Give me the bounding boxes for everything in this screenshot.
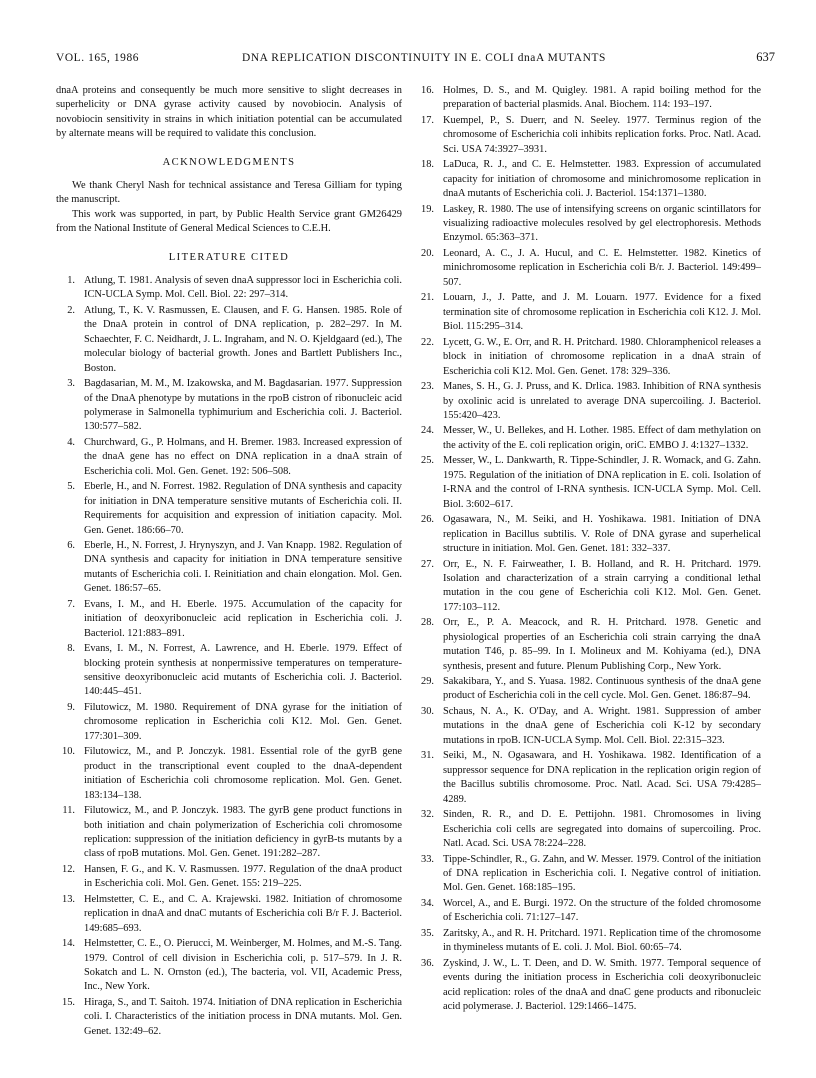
reference-text: Filutowicz, M., and P. Jonczyk. 1981. Essential role of the gyrB gene product in the transcriptional event coupled to the dnaA-dependent initiation of Escherichia coli chromosome replication. Mol. Gen. Genet. 183:134–138. <box>84 746 402 801</box>
reference-number: 26. <box>421 514 434 526</box>
reference-item <box>56 436 402 479</box>
reference-number: 22. <box>421 336 434 348</box>
reference-item <box>415 957 761 1015</box>
reference-text: Orr, E., P. A. Meacock, and R. H. Pritchard. 1978. Genetic and physiological properties of an Escherichia coli strain carrying the dnaA mutation T46, p. 85–99. In I. Molineux and M. Kohiyama (ed.), DNA synthesis, present and future. Plenum Publishing Corp., New York. <box>443 617 761 672</box>
reference-text: Sinden, R. R., and D. E. Pettijohn. 1981. Chromosomes in living Escherichia coli cells are segregated into domains of supercoiling. Proc. Natl. Acad. Sci. USA 78:224–228. <box>443 809 761 849</box>
reference-item <box>415 114 761 157</box>
reference-text: Worcel, A., and E. Burgi. 1972. On the structure of the folded chromosome of Escherichia coli. 71:127–147. <box>443 897 761 924</box>
reference-number: 28. <box>421 617 434 629</box>
reference-number: 4. <box>67 436 75 448</box>
left-column <box>56 84 402 1040</box>
reference-text: Seiki, M., N. Ogasawara, and H. Yoshikawa. 1982. Identification of a suppressor sequence for DNA replication in the replication origin region of the Bacillus subtilis chromosome. Proc. Natl. Acad. Sci. USA 79:4285–4289. <box>443 750 761 805</box>
reference-number: 27. <box>421 558 434 570</box>
reference-text: Evans, I. M., N. Forrest, A. Lawrence, and H. Eberle. 1979. Effect of blocking protein synthesis at nonpermissive temperatures on temperature-sensitive deoxyribonucleic acid mutants of Escherichia coli. J. Bacteriol. 140:445–451. <box>84 643 402 698</box>
reference-number: 29. <box>421 676 434 688</box>
reference-item <box>56 480 402 538</box>
reference-item <box>56 539 402 597</box>
reference-number: 24. <box>421 425 434 437</box>
reference-number: 33. <box>421 853 434 865</box>
reference-text: Hansen, F. G., and K. V. Rasmussen. 1977. Regulation of the dnaA product in Escherichia coli. Mol. Gen. Genet. 155: 219–225. <box>84 863 402 890</box>
reference-item <box>415 616 761 674</box>
reference-number: 30. <box>421 706 434 718</box>
reference-item <box>56 274 402 303</box>
acknowledgments-paragraph: We thank Cheryl Nash for technical assistance and Teresa Gilliam for typing the manuscript. <box>56 180 402 206</box>
reference-text: Sakakibara, Y., and S. Yuasa. 1982. Continuous synthesis of the dnaA gene product of Escherichia coli in the cell cycle. Mol. Gen. Genet. 186:87–94. <box>443 676 761 702</box>
reference-item <box>56 893 402 936</box>
reference-number: 31. <box>421 750 434 762</box>
reference-text: Louarn, J., J. Patte, and J. M. Louarn. 1977. Evidence for a fixed termination site of chromosome replication in Escherichia coli K12. J. Mol. Biol. 115:295–314. <box>443 292 761 333</box>
page-number: 637 <box>756 50 775 64</box>
journal-volume: VOL. 165, 1986 <box>56 52 140 64</box>
reference-item <box>415 897 761 926</box>
funding-paragraph: This work was supported, in part, by Public Health Service grant GM26429 from the National Institute of General Medical Sciences to C.E.H. <box>56 208 402 235</box>
reference-text: Eberle, H., N. Forrest, J. Hrynyszyn, and J. Van Knapp. 1982. Regulation of DNA synthesis and capacity for initiation in DNA temperature sensitive mutants of Escherichia coli. I. Reinitiation and chain elongation. Mol. Gen. Genet. 186:57–65. <box>84 540 402 595</box>
running-title: DNA REPLICATION DISCONTINUITY IN E. COLI dnaA MUTANTS <box>242 52 606 64</box>
reference-item <box>56 745 402 803</box>
reference-text: Atlung, T. 1981. Analysis of seven dnaA suppressor loci in Escherichia coli. ICN-UCLA Symp. Mol. Cell. Biol. 22: 297–314. <box>84 275 402 301</box>
reference-text: LaDuca, R. J., and C. E. Helmstetter. 1983. Expression of accumulated capacity for initiation of chromosome and minichromosome replication in dnaA mutants of Escherichia coli. J. Bacteriol. 154:1371–1380. <box>443 159 761 200</box>
reference-number: 17. <box>421 114 434 126</box>
reference-text: Zaritsky, A., and R. H. Pritchard. 1971. Replication time of the chromosome in thymineless mutants of E. coli. J. Mol. Biol. 60:65–74. <box>443 927 761 954</box>
reference-number: 11. <box>62 805 75 817</box>
reference-number: 32. <box>421 809 434 821</box>
reference-text: Filutowicz, M. 1980. Requirement of DNA gyrase for the initiation of chromosome replication in Escherichia coli K12. Mol. Gen. Genet. 177:301–309. <box>84 701 402 742</box>
reference-item <box>415 158 761 201</box>
reference-number: 34. <box>421 897 434 909</box>
reference-number: 14. <box>62 938 75 950</box>
reference-text: Lycett, G. W., E. Orr, and R. H. Pritchard. 1980. Chloramphenicol releases a block in initiation of chromosome replication in a dnaA strain of Escherichia coli K12. Mol. Gen. Genet. 178: 329–336. <box>443 336 761 377</box>
reference-text: Leonard, A. C., J. A. Hucul, and C. E. Helmstetter. 1982. Kinetics of minichromosome replication in Escherichia coli B/r. J. Bacteriol. 149:499–507. <box>443 248 761 288</box>
reference-number: 9. <box>67 701 75 713</box>
reference-item <box>56 304 402 376</box>
reference-list-right <box>415 84 761 1014</box>
reference-number: 15. <box>62 996 75 1008</box>
reference-text: Evans, I. M., and H. Eberle. 1975. Accumulation of the capacity for initiation of deoxyribonucleic acid replication in Escherichia coli. J. Bacteriol. 121:883–891. <box>84 598 402 639</box>
reference-number: 12. <box>62 863 75 875</box>
reference-text: Bagdasarian, M. M., M. Izakowska, and M. Bagdasarian. 1977. Suppression of the DnaA phenotype by mutations in the rpoB cistron of ribonucleic acid polymerase in Salmonella typhimurium and Escherichia coli. J. Bacteriol. 130:577–582. <box>84 378 402 433</box>
reference-text: Tippe-Schindler, R., G. Zahn, and W. Messer. 1979. Control of the initiation of DNA replication in Escherichia coli. I. Negative control of initiation. Mol. Gen. Genet. 168:185–195. <box>443 853 761 894</box>
reference-item <box>415 558 761 616</box>
reference-item <box>415 380 761 423</box>
reference-number: 21. <box>421 292 434 304</box>
reference-item <box>415 705 761 748</box>
reference-text: Holmes, D. S., and M. Quigley. 1981. A rapid boiling method for the preparation of bacterial plasmids. Anal. Biochem. 114: 193–197. <box>443 85 761 111</box>
reference-item <box>415 675 761 704</box>
reference-item <box>56 642 402 700</box>
reference-number: 7. <box>67 598 75 610</box>
reference-text: Ogasawara, N., M. Seiki, and H. Yoshikawa. 1981. Initiation of DNA replication in Bacillus subtilis. V. Role of DNA gyrase and superhelical structure in initiation. Mol. Gen. Genet. 181: 332–337. <box>443 514 761 554</box>
reference-text: Messer, W., L. Dankwarth, R. Tippe-Schindler, J. R. Womack, and G. Zahn. 1975. Regulation of the initiation of DNA replication in E. coli. Isolation of I-RNA and the control of I-RNA synthesis. ICN-UCLA Symp. Mol. Cell. Biol. 3:602–617. <box>443 455 761 510</box>
reference-item <box>415 424 761 453</box>
intro-paragraph: dnaA proteins and consequently be much more sensitive to slight decreases in superhelicity or DNA gyrase activity caused by novobiocin. Analysis of novobiocin sensitivity in strains in which initiation potential can be accumulated by alternate means will be required to validate this conclusion. <box>56 85 402 140</box>
reference-text: Kuempel, P., S. Duerr, and N. Seeley. 1977. Terminus region of the chromosome of Escherichia coli inhibits replication forks. Proc. Natl. Acad. Sci. USA 74:3927–3931. <box>443 114 761 155</box>
reference-text: Hiraga, S., and T. Saitoh. 1974. Initiation of DNA replication in Escherichia coli. I. Characteristics of the initiation process in DNA mutants. Mol. Gen. Genet. 132:49–62. <box>84 996 402 1037</box>
reference-number: 2. <box>67 305 75 317</box>
acknowledgments-heading: ACKNOWLEDGMENTS <box>162 156 296 168</box>
reference-item <box>415 84 761 113</box>
reference-number: 3. <box>67 378 75 390</box>
reference-item <box>415 749 761 807</box>
reference-item <box>56 937 402 995</box>
reference-item <box>56 598 402 641</box>
reference-item <box>415 808 761 851</box>
reference-number: 6. <box>67 540 75 552</box>
reference-text: Laskey, R. 1980. The use of intensifying screens on organic scintillators for visualizing radioactive molecules resolved by gel electrophoresis. Methods Enzymol. 65:363–371. <box>443 203 761 244</box>
reference-text: Messer, W., U. Bellekes, and H. Lother. 1985. Effect of dam methylation on the activity of the E. coli replication origin, oriC. EMBO J. 4:1327–1332. <box>443 425 761 451</box>
reference-item <box>56 701 402 744</box>
reference-text: Filutowicz, M., and P. Jonczyk. 1983. The gyrB gene product functions in both initiation and chain polymerization of Escherichia coli chromosome replication: suppression of the initiation deficiency in gyrB-ts mutants by a class of rpoB mutations. Mol. Gen. Genet. 191:282–287. <box>84 805 402 860</box>
reference-text: Atlung, T., K. V. Rasmussen, E. Clausen, and F. G. Hansen. 1985. Role of the DnaA protein in control of DNA replication, p. 282–297. In M. Schaechter, F. C. Neidhardt, J. L. Ingraham, and N. O. Kjeldgaard (ed.), The molecular biology of bacterial growth. Jones and Bartlett Publishers Inc., Boston. <box>84 305 402 374</box>
reference-text: Manes, S. H., G. J. Pruss, and K. Drlica. 1983. Inhibition of RNA synthesis by oxolinic acid is unrelated to average DNA supercoiling. J. Bacteriol. 155:420–423. <box>443 381 761 421</box>
reference-text: Schaus, N. A., K. O'Day, and A. Wright. 1981. Suppression of amber mutations in the dnaA gene of Escherichia coli K-12 by secondary mutations in rpoB. ICN-UCLA Symp. Mol. Cell. Biol. 22:315–323. <box>443 706 761 746</box>
reference-item <box>56 863 402 892</box>
reference-item <box>415 853 761 896</box>
reference-number: 36. <box>421 957 434 969</box>
reference-number: 8. <box>67 643 75 655</box>
reference-item <box>415 454 761 512</box>
reference-text: Helmstetter, C. E., and C. A. Krajewski. 1982. Initiation of chromosome replication in dnaA and dnaC mutants of Escherichia coli B/r F. J. Bacteriol. 149:685–693. <box>84 893 402 934</box>
reference-number: 19. <box>421 203 434 215</box>
reference-number: 23. <box>421 381 434 393</box>
reference-text: Eberle, H., and N. Forrest. 1982. Regulation of DNA synthesis and capacity for initiation in DNA temperature sensitive mutants of Escherichia coli. II. Requirements for acquisition and expression of initiation capacity. Mol. Gen. Genet. 186:66–70. <box>84 481 402 536</box>
reference-number: 35. <box>421 927 434 939</box>
reference-text: Zyskind, J. W., L. T. Deen, and D. W. Smith. 1977. Temporal sequence of events during the initiation process in Escherichia coli deoxyribonucleic acid replication: roles of the dnaA and dnaC gene products and ribonucleic acid polymerase. J. Bacteriol. 129:1466–1475. <box>443 957 761 1012</box>
reference-text: Orr, E., N. F. Fairweather, I. B. Holland, and R. H. Pritchard. 1979. Isolation and characterization of a strain carrying a conditional lethal mutation in the cou gene of Escherichia coli K12. Mol. Gen. Genet. 177:103–112. <box>443 558 761 613</box>
reference-number: 18. <box>421 159 434 171</box>
reference-item <box>415 247 761 290</box>
reference-number: 16. <box>421 85 434 96</box>
reference-number: 1. <box>67 275 75 287</box>
reference-item <box>415 203 761 246</box>
reference-item <box>56 804 402 862</box>
reference-item <box>415 336 761 379</box>
reference-item <box>56 377 402 435</box>
page-header <box>56 50 775 70</box>
reference-number: 13. <box>62 893 75 905</box>
reference-item <box>56 996 402 1039</box>
reference-list-left <box>56 274 402 1039</box>
reference-item <box>415 513 761 556</box>
reference-number: 10. <box>62 746 75 758</box>
right-column <box>415 84 761 1016</box>
reference-text: Churchward, G., P. Holmans, and H. Bremer. 1983. Increased expression of the dnaA gene has no effect on DNA replication in a dnaA strain of Escherichia coli. Mol. Gen. Genet. 192: 506–508. <box>84 436 402 477</box>
literature-heading: LITERATURE CITED <box>168 251 290 263</box>
reference-item <box>415 927 761 956</box>
reference-number: 20. <box>421 248 434 260</box>
reference-item <box>415 291 761 334</box>
reference-number: 25. <box>421 455 434 467</box>
reference-number: 5. <box>67 481 75 493</box>
reference-text: Helmstetter, C. E., O. Pierucci, M. Weinberger, M. Holmes, and M.-S. Tang. 1979. Control of cell division in Escherichia coli, p. 517–579. In J. R. Sokatch and L. N. Ornston (ed.), The bacteria, vol. VII, Academic Press, Inc., New York. <box>84 938 402 993</box>
